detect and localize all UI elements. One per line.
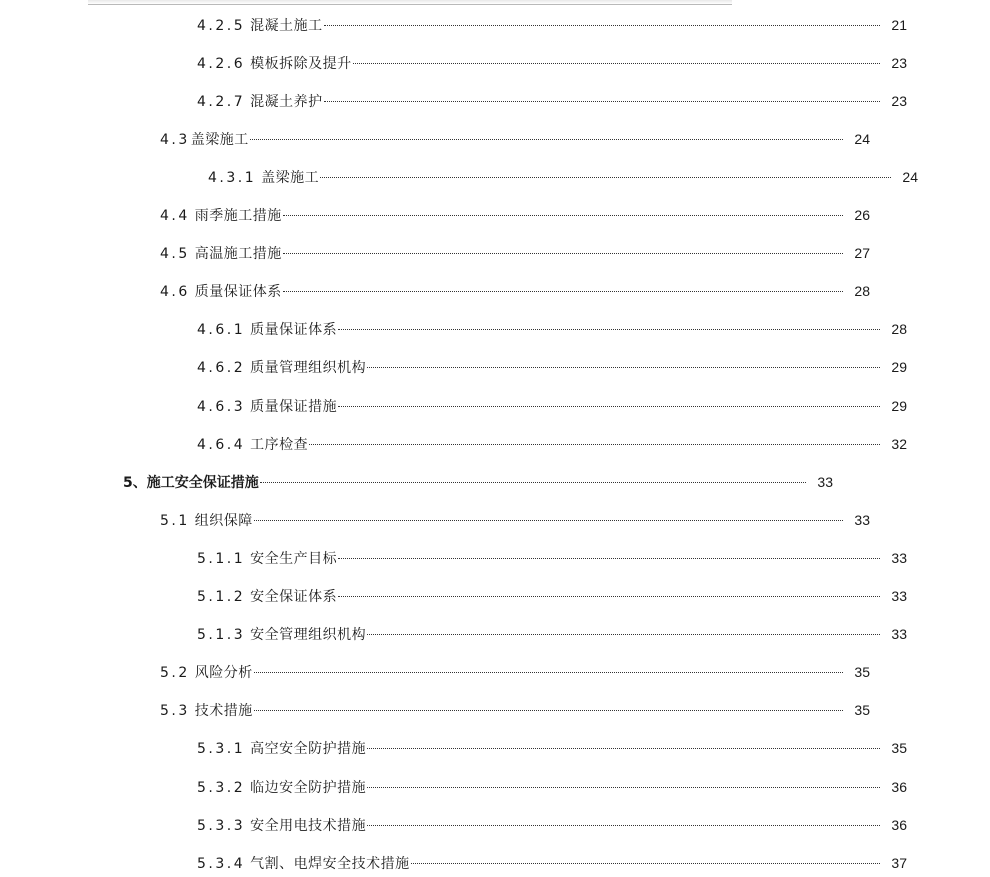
toc-entry-page: 23 (891, 55, 907, 71)
toc-entry-title: 气割、电焊安全技术措施 (250, 856, 410, 872)
toc-dot-leader (338, 406, 880, 407)
toc-entry-page: 36 (891, 779, 907, 795)
toc-entry[interactable] (0, 660, 942, 684)
toc-entry-title: 施工安全保证措施 (146, 475, 259, 491)
toc-dot-leader (260, 482, 806, 483)
toc-entry-title: 质量保证体系 (250, 322, 338, 338)
toc-entry-page: 35 (854, 702, 870, 718)
toc-entry-number: 4.3 (160, 132, 190, 148)
toc-entry-title: 质量管理组织机构 (250, 360, 367, 376)
toc-entry-title: 技术措施 (194, 703, 253, 719)
toc-entry-number: 4.4 (160, 208, 190, 224)
toc-entry-page: 23 (891, 93, 907, 109)
toc-entry-title: 安全管理组织机构 (250, 627, 367, 643)
toc-entry-title: 安全保证体系 (250, 589, 338, 605)
toc-entry-number: 5.2 (160, 665, 190, 681)
toc-entry[interactable] (0, 241, 942, 265)
toc-entry[interactable] (0, 546, 979, 570)
toc-entry[interactable] (0, 508, 942, 532)
toc-entry-number: 5.1.1 (197, 551, 246, 567)
toc-entry[interactable] (0, 584, 979, 608)
toc-dot-leader (367, 748, 880, 749)
toc-entry-title: 安全用电技术措施 (250, 818, 367, 834)
toc-entry-title: 质量保证体系 (194, 284, 282, 300)
toc-entry-title: 临边安全防护措施 (250, 780, 367, 796)
toc-entry-page: 32 (891, 436, 907, 452)
toc-entry-page: 29 (891, 398, 907, 414)
toc-entry-number: 5.3.4 (197, 856, 246, 872)
toc-dot-leader (283, 291, 843, 292)
toc-dot-leader (309, 444, 880, 445)
toc-entry-number: 5.1 (160, 513, 190, 529)
toc-entry-number: 5.3.2 (197, 780, 246, 796)
toc-entry[interactable] (0, 622, 979, 646)
toc-entry-number: 4.6.1 (197, 322, 246, 338)
toc-entry-page: 33 (891, 550, 907, 566)
toc-dot-leader (367, 787, 880, 788)
toc-entry-page: 35 (891, 740, 907, 756)
toc-dot-leader (338, 329, 880, 330)
toc-entry-page: 28 (854, 283, 870, 299)
toc-dot-leader (338, 558, 880, 559)
toc-entry-page: 27 (854, 245, 870, 261)
toc-entry-number: 5.3 (160, 703, 190, 719)
toc-entry-number: 5.3.1 (197, 741, 246, 757)
toc-dot-leader (254, 672, 843, 673)
toc-dot-leader (367, 367, 880, 368)
toc-entry[interactable] (0, 127, 942, 151)
toc-entry-number: 4.2.7 (197, 94, 246, 110)
toc-entry-number: 4.6.3 (197, 399, 246, 415)
toc-entry[interactable] (0, 394, 979, 418)
toc-dot-leader (353, 63, 880, 64)
toc-entry-number: 5.1.2 (197, 589, 246, 605)
toc-entry-page: 33 (891, 588, 907, 604)
toc-dot-leader (283, 215, 843, 216)
toc-entry-number: 4.5 (160, 246, 190, 262)
toc-entry-title: 风险分析 (194, 665, 253, 681)
toc-entry-title: 混凝土施工 (250, 18, 323, 34)
toc-entry-number: 4.6.2 (197, 360, 246, 376)
toc-dot-leader (324, 101, 880, 102)
toc-entry-number: 5、 (123, 475, 147, 491)
toc-entry-title: 组织保障 (194, 513, 253, 529)
toc-entry-number: 5.1.3 (197, 627, 246, 643)
toc-entry[interactable] (0, 851, 979, 875)
toc-entry-chapter[interactable] (0, 470, 905, 494)
toc-dot-leader (283, 253, 843, 254)
toc-entry-page: 24 (854, 131, 870, 147)
toc-entry-number: 4.2.5 (197, 18, 246, 34)
toc-entry-page: 21 (891, 17, 907, 33)
toc-entry-title: 模板拆除及提升 (250, 56, 352, 72)
toc-entry-number: 4.3.1 (208, 170, 257, 186)
toc-entry-title: 质量保证措施 (250, 399, 338, 415)
toc-entry[interactable] (0, 775, 979, 799)
toc-entry-page: 33 (854, 512, 870, 528)
toc-dot-leader (254, 710, 843, 711)
toc-entry[interactable] (0, 355, 979, 379)
toc-entry[interactable] (0, 89, 979, 113)
toc-entry-title: 高空安全防护措施 (250, 741, 367, 757)
toc-entry[interactable] (0, 813, 979, 837)
toc-dot-leader (324, 25, 880, 26)
toc-entry-page: 35 (854, 664, 870, 680)
toc-entry[interactable] (0, 51, 979, 75)
toc-entry-number: 4.6.4 (197, 437, 246, 453)
toc-entry-number: 5.3.3 (197, 818, 246, 834)
toc-entry-title: 混凝土养护 (250, 94, 323, 110)
toc-entry-page: 37 (891, 855, 907, 871)
toc-entry-number: 4.6 (160, 284, 190, 300)
toc-entry-page: 29 (891, 359, 907, 375)
toc-entry-page: 24 (902, 169, 918, 185)
toc-entry-title: 高温施工措施 (194, 246, 282, 262)
toc-dot-leader (254, 520, 843, 521)
toc-entry[interactable] (0, 317, 979, 341)
toc-dot-leader (320, 177, 891, 178)
toc-entry-number: 4.2.6 (197, 56, 246, 72)
toc-entry-title: 盖梁施工 (190, 132, 249, 148)
toc-entry-title: 安全生产目标 (250, 551, 338, 567)
toc-entry[interactable] (0, 13, 979, 37)
toc-entry[interactable] (0, 432, 979, 456)
toc-entry-page: 26 (854, 207, 870, 223)
toc-entry[interactable] (0, 165, 990, 189)
toc-entry-page: 36 (891, 817, 907, 833)
toc-entry-page: 28 (891, 321, 907, 337)
toc-entry[interactable] (0, 736, 979, 760)
toc-dot-leader (367, 825, 880, 826)
toc-entry-title: 工序检查 (250, 437, 309, 453)
toc-entry[interactable] (0, 203, 942, 227)
toc-dot-leader (338, 596, 880, 597)
toc-entry[interactable] (0, 698, 942, 722)
toc-entry[interactable] (0, 279, 942, 303)
toc-dot-leader (367, 634, 880, 635)
toc-entry-page: 33 (891, 626, 907, 642)
toc-entry-title: 盖梁施工 (261, 170, 320, 186)
toc-dot-leader (250, 139, 843, 140)
toc-entry-page: 33 (817, 474, 833, 490)
toc-entry-title: 雨季施工措施 (194, 208, 282, 224)
toc-dot-leader (411, 863, 880, 864)
